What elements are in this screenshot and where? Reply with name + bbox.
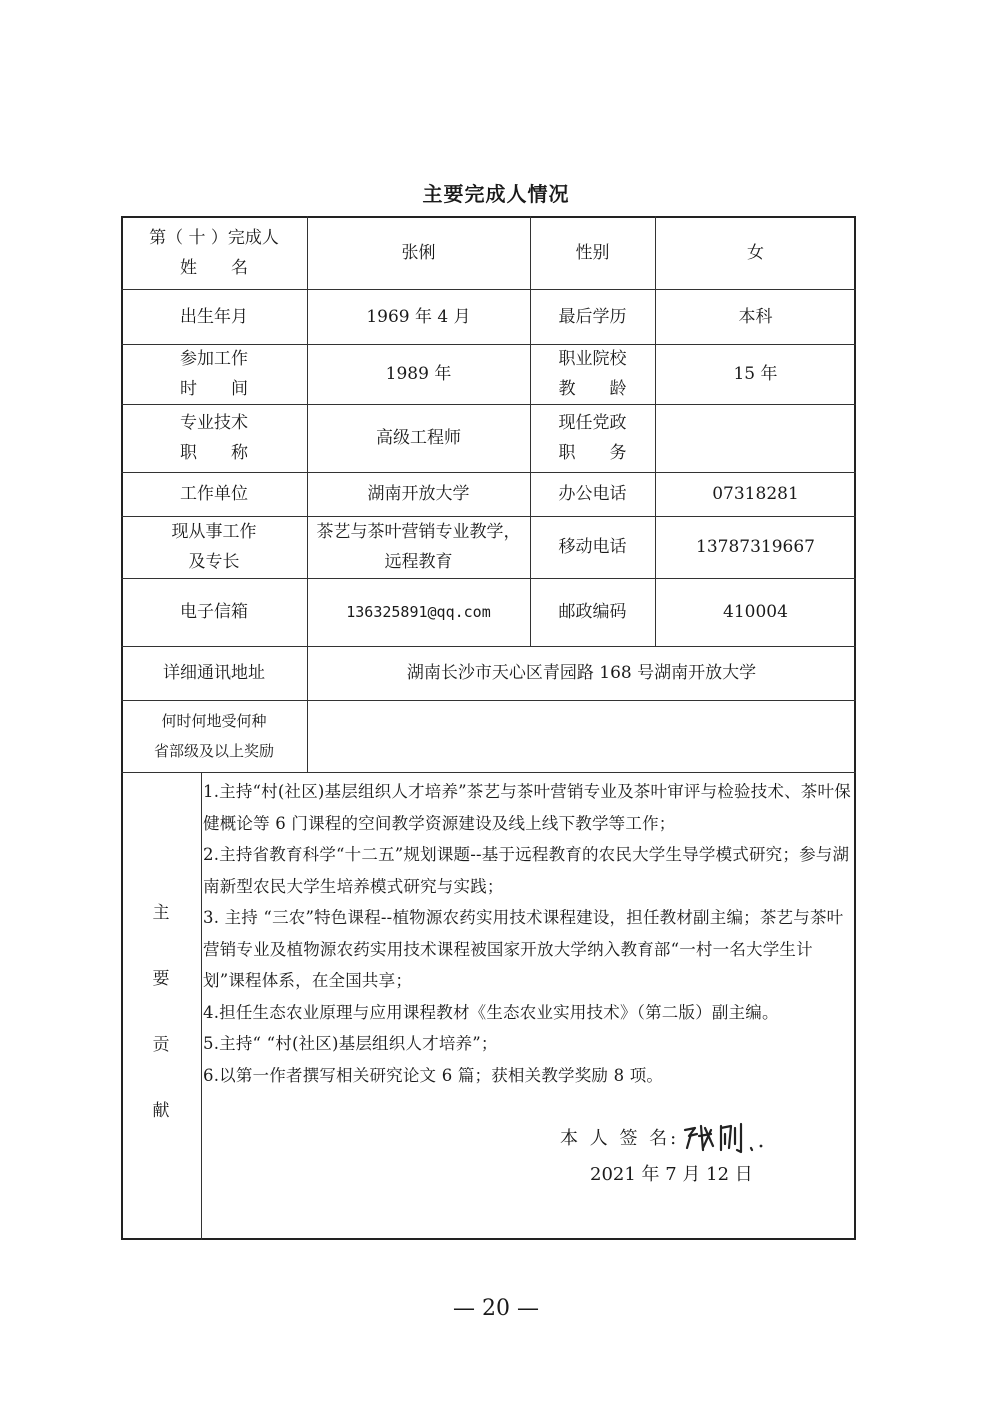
address-label: 详细通讯地址 — [163, 663, 265, 683]
name-value: 张俐 — [401, 242, 436, 263]
contribution-item: 5.主持“ “村(社区)基层组织人才培养”； — [203, 1034, 498, 1053]
gender-label: 性别 — [575, 242, 610, 263]
gender-value: 女 — [747, 242, 764, 263]
contribution-item: 1.主持“村(社区)基层组织人才培养”茶艺与茶叶营销专业及茶叶审评与检验技术、茶叶保健概论等 6 门课程的空间教学资源建设及线上线下教学等工作； — [203, 782, 851, 833]
work-start-value: 1989 年 — [385, 364, 452, 384]
office-phone-value: 07318281 — [712, 484, 799, 504]
name-label: 第（ 十 ）完成人 姓 名 — [149, 227, 279, 278]
office-phone-label: 办公电话 — [558, 484, 627, 504]
contribution-item: 3. 主持 “三农”特色课程--植物源农药实用技术课程建设，担任教材副主编；茶艺与茶叶营销专业及植物源农药实用技术课程被国家开放大学纳入教育部“一村一名大学生计划”课程体系，在全国共享； — [203, 908, 844, 990]
contribution-label — [121, 898, 201, 1162]
work-start-label: 参加工作 时 间 — [180, 349, 248, 399]
teaching-years-label: 职业院校 教 龄 — [558, 349, 627, 399]
page-number: — 20 — — [453, 1296, 539, 1321]
contribution-item: 4.担任生态农业原理与应用课程教材《生态农业实用技术》（第二版）副主编。 — [203, 1002, 779, 1022]
contribution-item: 2.主持省教育科学“十二五”规划课题--基于远程教育的农民大学生导学模式研究；参与湖南新型农民大学生培养模式研究与实践； — [203, 845, 850, 896]
postcode-label: 邮政编码 — [558, 602, 627, 622]
mobile-value: 13787319667 — [696, 537, 815, 557]
page-title: 主要完成人情况 — [422, 182, 570, 206]
contribution-label-char: 主 — [152, 903, 170, 923]
teaching-years-value: 15 年 — [733, 364, 778, 384]
awards-label: 何时何地受何种 省部级及以上奖励 — [153, 712, 274, 760]
contribution-label-char: 贡 — [152, 1035, 170, 1055]
mobile-label: 移动电话 — [558, 537, 627, 557]
employer-label: 工作单位 — [180, 484, 248, 504]
awards-value — [307, 700, 856, 772]
contribution-item: 6.以第一作者撰写相关研究论文 6 篇；获相关教学奖励 8 项。 — [203, 1065, 664, 1085]
party-post-value — [655, 404, 856, 472]
email-label: 电子信箱 — [180, 602, 248, 622]
contribution-text — [203, 776, 853, 1091]
birth-label: 出生年月 — [180, 306, 248, 327]
address-value: 湖南长沙市天心区青园路 168 号湖南开放大学 — [406, 663, 757, 683]
education-value: 本科 — [738, 306, 773, 327]
signature-line — [560, 1120, 850, 1154]
signature-label: 本 人 签 名: — [560, 1128, 680, 1149]
contribution-label-char: 献 — [152, 1101, 170, 1121]
education-label: 最后学历 — [558, 306, 627, 327]
specialty-value: 茶艺与茶叶营销专业教学， 远程教育 — [316, 522, 521, 572]
title-label: 专业技术 职 称 — [180, 413, 248, 463]
specialty-label: 现从事工作 及专长 — [171, 522, 257, 572]
title-value: 高级工程师 — [376, 428, 461, 448]
party-post-label: 现任党政 职 务 — [558, 413, 627, 463]
employer-value: 湖南开放大学 — [367, 484, 470, 504]
email-value: 136325891@qq.com — [346, 603, 491, 621]
contribution-label-char: 要 — [152, 969, 170, 989]
handwritten-signature — [681, 1120, 769, 1154]
birth-value: 1969 年 4 月 — [366, 306, 471, 327]
postcode-value: 410004 — [723, 602, 788, 622]
signature-date: 2021 年 7 月 12 日 — [590, 1164, 753, 1185]
